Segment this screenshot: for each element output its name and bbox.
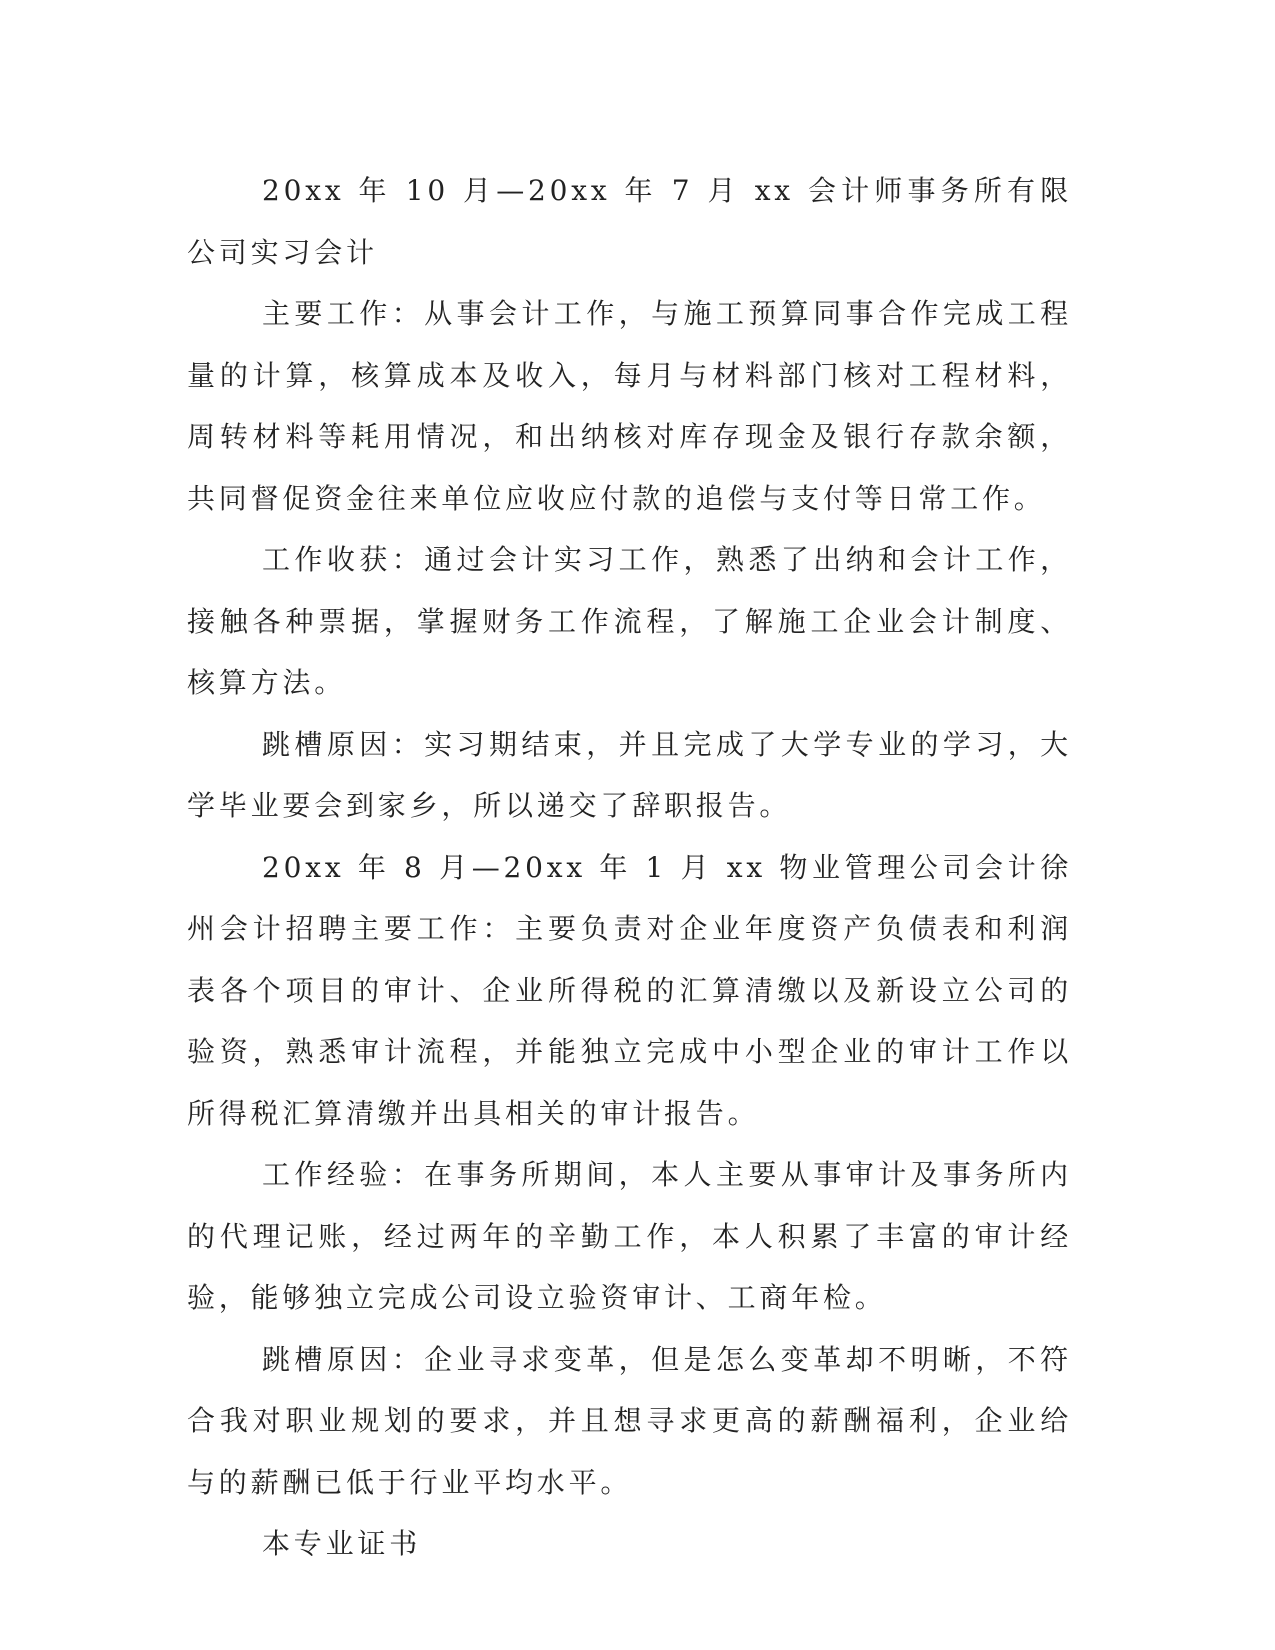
paragraph-job-entry-2: 20xx 年 8 月—20xx 年 1 月 xx 物业管理公司会计徐州会计招聘主要工作：主要负责对企业年度资产负债表和利润表各个项目的审计、企业所得税的汇算清缴以及新设立公司的验资，熟悉审计流程，并能独立完成中小型企业的审计工作以所得税汇算清缴并出具相关的审计报告。 xyxy=(187,850,1072,1130)
paragraph-main-work-1: 主要工作：从事会计工作，与施工预算同事合作完成工程量的计算，核算成本及收入，每月与材料部门核对工程材料，周转材料等耗用情况，和出纳核对库存现金及银行存款余额，共同督促资金往来单位应收应付款的追偿与支付等日常工作。 xyxy=(187,297,1072,515)
section-certificates-heading: 本专业证书 xyxy=(262,1527,422,1560)
paragraph-leave-reason-1: 跳槽原因：实习期结束，并且完成了大学专业的学习，大学毕业要会到家乡，所以递交了辞职报告。 xyxy=(187,727,1072,822)
job-entry-heading-1: 20xx 年 10 月—20xx 年 7 月 xx 会计师事务所有限公司实习会计 xyxy=(187,174,1072,269)
document-body xyxy=(187,160,1072,1575)
paragraph-work-gains: 工作收获：通过会计实习工作，熟悉了出纳和会计工作，接触各种票据，掌握财务工作流程，了解施工企业会计制度、核算方法。 xyxy=(187,543,1072,699)
paragraph-work-experience: 工作经验：在事务所期间，本人主要从事审计及事务所内的代理记账，经过两年的辛勤工作，本人积累了丰富的审计经验，能够独立完成公司设立验资审计、工商年检。 xyxy=(187,1158,1072,1314)
paragraph-leave-reason-2: 跳槽原因：企业寻求变革，但是怎么变革却不明晰，不符合我对职业规划的要求，并且想寻求更高的薪酬福利，企业给与的薪酬已低于行业平均水平。 xyxy=(187,1342,1072,1499)
